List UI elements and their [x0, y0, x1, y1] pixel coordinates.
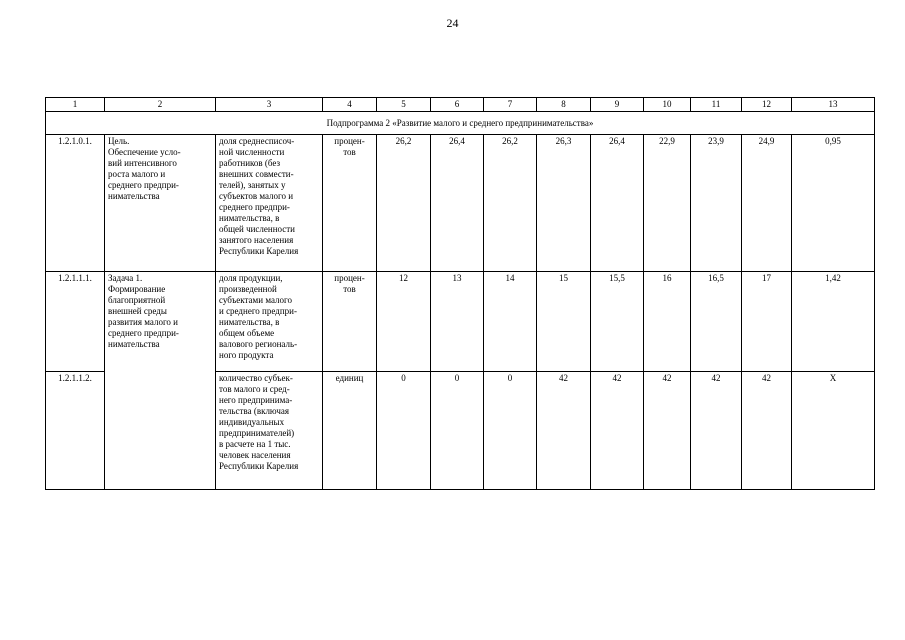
- header-cell: 1: [46, 98, 105, 112]
- row-indicator: доля среднесписоч- ной численности работников (без внешних совмести- телей), занятых у субъектов малого и среднего предпри- нимательства, в общей численности занятого населения Республики Карелия: [216, 135, 323, 272]
- header-cell: 5: [377, 98, 431, 112]
- indicators-table: [45, 97, 875, 490]
- table-row: [46, 272, 875, 372]
- row-value: 26,3: [537, 135, 591, 272]
- row-value: 15: [537, 272, 591, 372]
- header-cell: 13: [792, 98, 875, 112]
- row-code: 1.2.1.1.2.: [46, 372, 105, 490]
- row-value: 26,4: [431, 135, 484, 272]
- row-value: X: [792, 372, 875, 490]
- header-cell: 10: [644, 98, 691, 112]
- header-cell: 12: [742, 98, 792, 112]
- header-cell: 2: [105, 98, 216, 112]
- row-value: 42: [537, 372, 591, 490]
- table-row: [46, 135, 875, 272]
- row-value: 0: [377, 372, 431, 490]
- row-value: 1,42: [792, 272, 875, 372]
- row-value: 17: [742, 272, 792, 372]
- row-unit: процен- тов: [323, 135, 377, 272]
- row-value: 42: [591, 372, 644, 490]
- row-value: 42: [691, 372, 742, 490]
- header-cell: 8: [537, 98, 591, 112]
- header-cell: 3: [216, 98, 323, 112]
- row-value: 12: [377, 272, 431, 372]
- row-unit: единиц: [323, 372, 377, 490]
- row-indicator: доля продукции, произведенной субъектами малого и среднего предпри- нимательства, в общем объеме валового региональ- ного продукта: [216, 272, 323, 372]
- page-number: 24: [446, 16, 459, 30]
- row-value: 42: [742, 372, 792, 490]
- row-value: 0: [431, 372, 484, 490]
- row-goal: Задача 1. Формирование благоприятной внешней среды развития малого и среднего предпри- нимательства: [105, 272, 216, 490]
- row-value: 13: [431, 272, 484, 372]
- row-value: 23,9: [691, 135, 742, 272]
- row-value: 16,5: [691, 272, 742, 372]
- header-row: [46, 98, 875, 112]
- header-cell: 7: [484, 98, 537, 112]
- subprogram-title: Подпрограмма 2 «Развитие малого и среднего предпринимательства»: [46, 112, 875, 135]
- row-value: 22,9: [644, 135, 691, 272]
- row-code: 1.2.1.0.1.: [46, 135, 105, 272]
- header-cell: 9: [591, 98, 644, 112]
- row-goal: Цель. Обеспечение усло- вий интенсивного роста малого и среднего предпри- нимательства: [105, 135, 216, 272]
- row-value: 26,4: [591, 135, 644, 272]
- row-value: 14: [484, 272, 537, 372]
- row-value: 0: [484, 372, 537, 490]
- row-unit: процен- тов: [323, 272, 377, 372]
- subprogram-row: [46, 112, 875, 135]
- row-value: 16: [644, 272, 691, 372]
- row-indicator: количество субъек- тов малого и сред- него предпринима- тельства (включая индивидуальных предпринимателей) в расчете на 1 тыс. человек населения Республики Карелия: [216, 372, 323, 490]
- row-value: 15,5: [591, 272, 644, 372]
- row-value: 26,2: [484, 135, 537, 272]
- header-cell: 4: [323, 98, 377, 112]
- row-value: 24,9: [742, 135, 792, 272]
- header-cell: 6: [431, 98, 484, 112]
- row-value: 26,2: [377, 135, 431, 272]
- header-cell: 11: [691, 98, 742, 112]
- row-code: 1.2.1.1.1.: [46, 272, 105, 372]
- row-value: 0,95: [792, 135, 875, 272]
- row-value: 42: [644, 372, 691, 490]
